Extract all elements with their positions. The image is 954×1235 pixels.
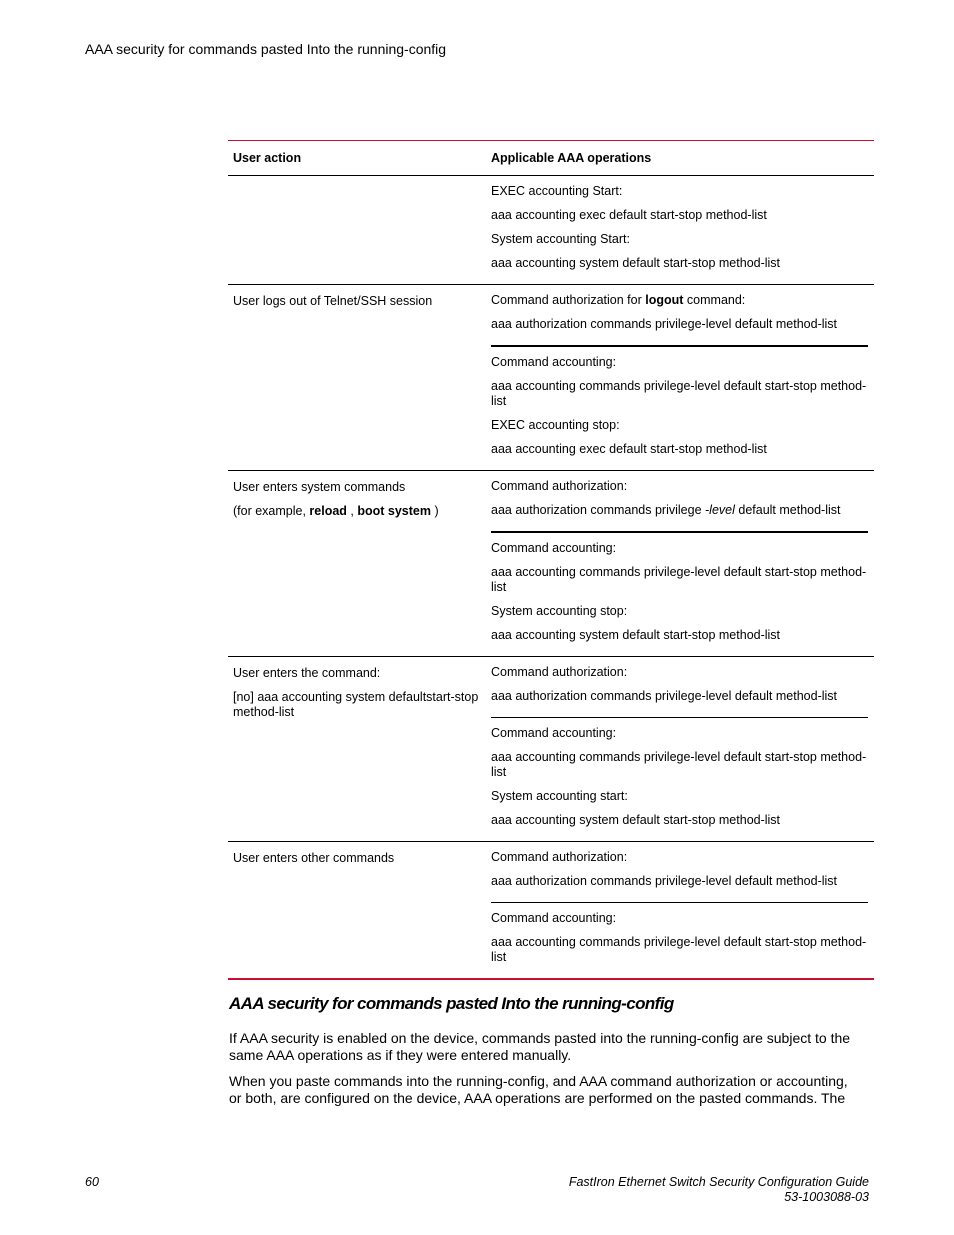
- cell-text: aaa authorization commands privilege-level default method-list: [491, 689, 838, 703]
- paragraph: When you paste commands into the running-config, and AAA command authorization or accounting, or both, are configured on the device, AAA operations are performed on the pasted commands. The: [229, 1073, 848, 1106]
- text-span: User enters system commands: [233, 480, 406, 494]
- cell-text: aaa accounting commands privilege-level default start-stop method-list: [491, 750, 867, 779]
- cell-text: System accounting stop:: [491, 604, 628, 618]
- operation-group: [491, 471, 868, 531]
- cell-text: EXEC accounting Start:: [491, 184, 623, 198]
- table-body: [228, 176, 874, 980]
- text-span: ,: [346, 504, 358, 518]
- cell-text: EXEC accounting stop:: [491, 418, 620, 432]
- cell-text: aaa accounting exec default start-stop method-list: [491, 442, 767, 456]
- cell-text: [233, 504, 486, 519]
- cell-text: Command accounting:: [491, 541, 617, 555]
- cell-text: System accounting Start:: [491, 232, 630, 246]
- operation-group: [491, 657, 868, 717]
- operation-group: [491, 902, 868, 978]
- text-span: (for example,: [233, 504, 310, 518]
- cell-text: aaa authorization commands privilege-level default method-list: [491, 317, 838, 331]
- table-row: [228, 176, 874, 285]
- cell-text: Command accounting:: [491, 911, 617, 925]
- footer-doc-info: [569, 1175, 869, 1205]
- cell-text: Command authorization:: [491, 850, 628, 864]
- cell-text: Command accounting:: [491, 726, 617, 740]
- text-span: default method-list: [734, 503, 841, 517]
- cell-text: aaa accounting commands privilege-level default start-stop method-list: [491, 565, 867, 594]
- cell-text: System accounting start:: [491, 789, 628, 803]
- cell-text: [233, 666, 486, 681]
- cell-text: [233, 294, 486, 309]
- user-action-cell: [228, 842, 486, 978]
- aaa-operations-table: [228, 140, 874, 980]
- text-span: User logs out of Telnet/SSH session: [233, 294, 433, 308]
- operation-group: [491, 717, 868, 841]
- cell-text: [233, 690, 486, 720]
- operation-group: [491, 531, 868, 656]
- cell-text: [233, 480, 486, 495]
- bold-command: reload: [309, 504, 347, 518]
- section-title: AAA security for commands pasted Into the running-config: [229, 994, 674, 1013]
- cell-text: aaa accounting system default start-stop method-list: [491, 813, 781, 827]
- text-span: [no] aaa accounting system defaultstart-stop method-list: [233, 690, 479, 719]
- user-action-cell: [228, 285, 486, 470]
- text-span: command:: [683, 293, 746, 307]
- text-span: aaa authorization commands privilege: [491, 503, 706, 517]
- user-action-cell: [228, 657, 486, 841]
- text-span: User enters other commands: [233, 851, 395, 865]
- operation-group: [491, 176, 868, 284]
- aaa-operations-cell: [486, 285, 874, 470]
- operation-group: [491, 345, 868, 470]
- bold-command: boot system: [357, 504, 431, 518]
- cell-text: aaa authorization commands privilege-level default method-list: [491, 874, 838, 888]
- cell-text: Command accounting:: [491, 355, 617, 369]
- cell-text: aaa accounting system default start-stop method-list: [491, 628, 781, 642]
- footer-doc-number: 53-1003088-03: [784, 1190, 869, 1204]
- table-row: [228, 842, 874, 980]
- user-action-cell: [228, 176, 486, 284]
- footer-doc-title: FastIron Ethernet Switch Security Configuration Guide: [568, 1175, 869, 1189]
- aaa-operations-cell: [486, 657, 874, 841]
- page-number: 60: [85, 1175, 99, 1189]
- text-span: ): [431, 504, 439, 518]
- cell-text: [491, 503, 868, 518]
- aaa-operations-cell: [486, 842, 874, 978]
- text-span: User enters the command:: [233, 666, 381, 680]
- user-action-cell: [228, 471, 486, 656]
- running-header: AAA security for commands pasted Into the running-config: [85, 41, 447, 57]
- cell-text: [233, 851, 486, 866]
- italic-text: -level: [705, 503, 735, 517]
- aaa-operations-cell: [486, 471, 874, 656]
- cell-text: aaa accounting commands privilege-level default start-stop method-list: [491, 935, 867, 964]
- cell-text: [491, 293, 868, 308]
- column-header-aaa-operations: Applicable AAA operations: [491, 151, 652, 165]
- table-header-row: [228, 141, 874, 176]
- operation-group: [491, 285, 868, 345]
- cell-text: Command authorization:: [491, 479, 628, 493]
- cell-text: Command authorization:: [491, 665, 628, 679]
- cell-text: aaa accounting commands privilege-level default start-stop method-list: [491, 379, 867, 408]
- column-header-user-action: User action: [233, 151, 302, 165]
- bold-command: logout: [645, 293, 684, 307]
- table-row: [228, 657, 874, 842]
- cell-text: aaa accounting exec default start-stop method-list: [491, 208, 767, 222]
- operation-group: [491, 842, 868, 902]
- table-row: [228, 285, 874, 471]
- table-row: [228, 471, 874, 657]
- paragraph: If AAA security is enabled on the device, commands pasted into the running-config are subject to the same AAA operations as if they were entered manually.: [229, 1030, 851, 1063]
- aaa-operations-cell: [486, 176, 874, 284]
- text-span: Command authorization for: [491, 293, 646, 307]
- cell-text: aaa accounting system default start-stop method-list: [491, 256, 781, 270]
